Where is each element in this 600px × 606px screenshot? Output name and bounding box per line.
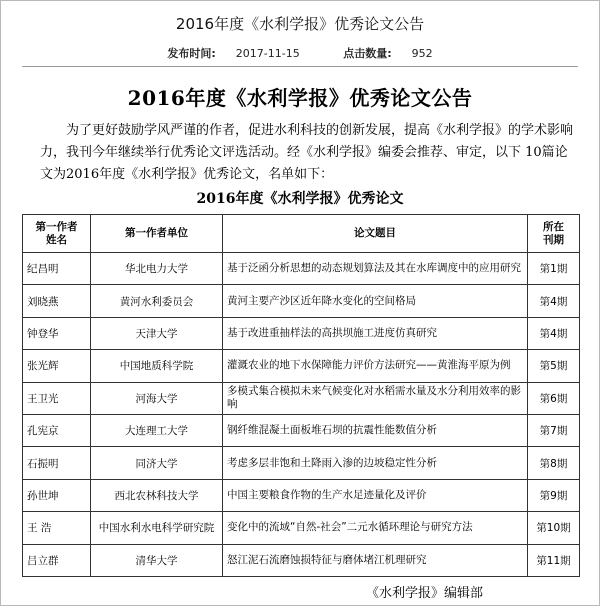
table-caption: 2016年度《水利学报》优秀论文 (196, 191, 404, 207)
header-issue-line1: 所在 (543, 220, 564, 233)
header-author-line1: 第一作者 (35, 220, 78, 233)
paper-title: 考虑多层非饱和土降雨入渗的边坡稳定性分析 (223, 447, 528, 479)
table-row (23, 285, 580, 317)
paper-title: 灌溉农业的地下水保障能力评价方法研究——黄淮海平原为例 (223, 350, 528, 382)
paper-title: 基于改进重抽样法的高拱坝施工进度仿真研究 (223, 317, 528, 349)
table-row (23, 479, 580, 511)
editorial-signature: 《水利学报》编辑部 (366, 586, 484, 601)
issue-number: 第9期 (528, 479, 580, 511)
author-unit: 华北电力大学 (91, 253, 223, 285)
table-row (23, 414, 580, 446)
author-unit: 西北农林科技大学 (91, 479, 223, 511)
author-unit: 同济大学 (91, 447, 223, 479)
author-name: 纪昌明 (23, 253, 91, 285)
issue-number: 第1期 (528, 253, 580, 285)
article-meta (0, 45, 600, 61)
table-row (23, 253, 580, 285)
paper-title: 基于泛函分析思想的动态规划算法及其在水库调度中的应用研究 (223, 253, 528, 285)
paper-title: 中国主要粮食作物的生产水足迹量化及评价 (223, 479, 528, 511)
paper-title: 怒江泥石流磨蚀损特征与磨体堵江机理研究 (223, 544, 528, 576)
issue-number: 第10期 (528, 512, 580, 544)
header-unit: 第一作者单位 (91, 215, 223, 253)
header-divider (22, 66, 578, 67)
click-count-label: 点击数量: (343, 47, 392, 60)
author-unit: 天津大学 (91, 317, 223, 349)
header-paper: 论文题目 (223, 215, 528, 253)
click-count (333, 47, 442, 60)
header-issue (528, 215, 580, 253)
paper-title: 变化中的流域“自然-社会”二元水循环理论与研究方法 (223, 512, 528, 544)
table-row (23, 512, 580, 544)
table-row (23, 350, 580, 382)
article-intro: 为了更好鼓励学风严谨的作者，促进水利科技的创新发展，提高《水利学报》的学术影响力，我刊今年继续举行优秀论文评选活动。经《水利学报》编委会推荐、审定，以下 10篇论文为2016年度《水利学报》优秀论文，名单如下： (40, 123, 574, 182)
paper-title: 钢纤维混凝土面板堆石坝的抗震性能数值分析 (223, 414, 528, 446)
author-unit: 中国水利水电科学研究院 (91, 512, 223, 544)
author-unit: 清华大学 (91, 544, 223, 576)
issue-number: 第4期 (528, 285, 580, 317)
issue-number: 第5期 (528, 350, 580, 382)
author-name: 刘晓燕 (23, 285, 91, 317)
author-name: 孙世坤 (23, 479, 91, 511)
author-unit: 大连理工大学 (91, 414, 223, 446)
author-unit: 河海大学 (91, 382, 223, 414)
header-issue-line2: 刊期 (543, 233, 564, 246)
author-name: 石振明 (23, 447, 91, 479)
table-row (23, 317, 580, 349)
header-author-line2: 姓名 (46, 233, 67, 246)
page-title: 2016年度《水利学报》优秀论文公告 (175, 15, 425, 33)
table-row (23, 382, 580, 414)
issue-number: 第7期 (528, 414, 580, 446)
publish-time-label: 发布时间: (167, 47, 216, 60)
author-unit: 中国地质科学院 (91, 350, 223, 382)
table-header-row (23, 215, 580, 253)
author-name: 孔宪京 (23, 414, 91, 446)
click-count-value: 952 (411, 47, 433, 60)
issue-number: 第4期 (528, 317, 580, 349)
issue-number: 第8期 (528, 447, 580, 479)
issue-number: 第6期 (528, 382, 580, 414)
author-name: 王 浩 (23, 512, 91, 544)
publish-time (157, 47, 309, 60)
header-author (23, 215, 91, 253)
author-name: 钟登华 (23, 317, 91, 349)
paper-title: 黄河主要产沙区近年降水变化的空间格局 (223, 285, 528, 317)
article-heading: 2016年度《水利学报》优秀论文公告 (127, 86, 473, 110)
table-row (23, 544, 580, 576)
paper-title: 多模式集合模拟未来气候变化对水稻需水量及水分利用效率的影响 (223, 382, 528, 414)
issue-number: 第11期 (528, 544, 580, 576)
award-table (22, 214, 580, 577)
table-row (23, 447, 580, 479)
author-name: 吕立群 (23, 544, 91, 576)
publish-time-value: 2017-11-15 (235, 47, 300, 60)
author-unit: 黄河水利委员会 (91, 285, 223, 317)
author-name: 张光辉 (23, 350, 91, 382)
author-name: 王卫光 (23, 382, 91, 414)
